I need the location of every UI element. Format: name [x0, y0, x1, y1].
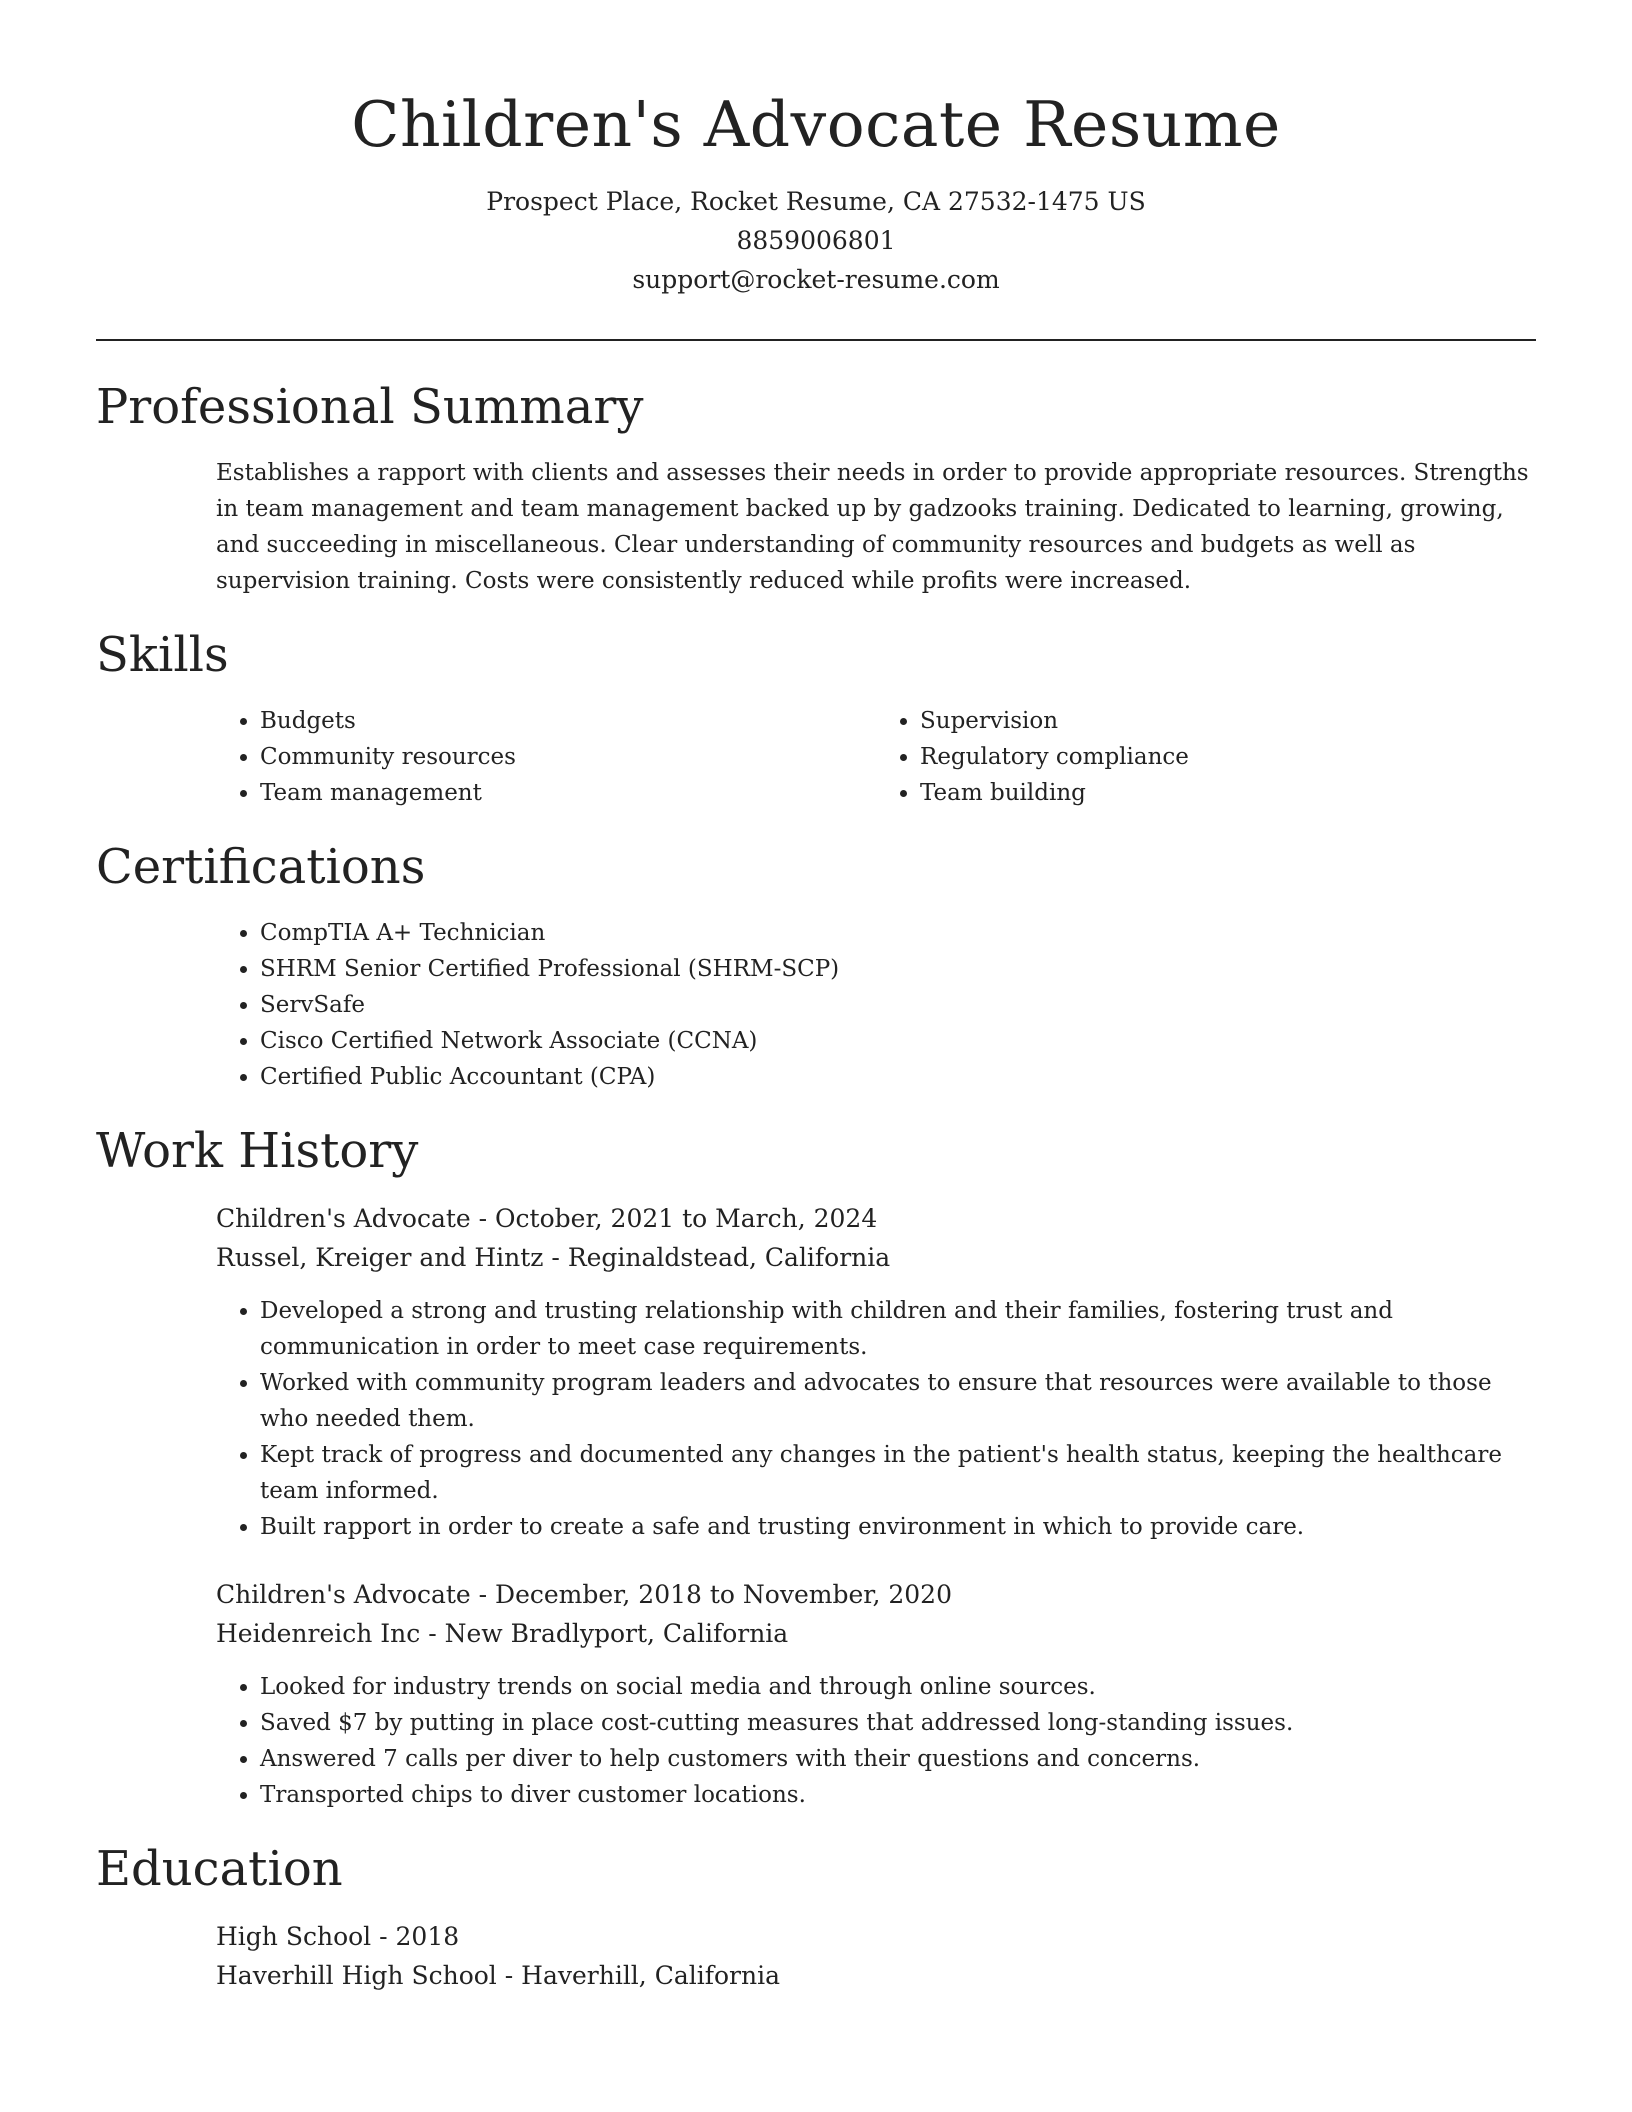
- education-year: 2018: [395, 1922, 460, 1951]
- contact-email: support@rocket-resume.com: [632, 265, 1000, 294]
- work-history-section: [96, 1121, 1536, 1813]
- job-bullet: • Worked with community program leaders and advocates to ensure that resources were available to those who needed them.: [260, 1365, 1536, 1437]
- job-bullets: [216, 1669, 1536, 1813]
- certification-item: • Cisco Certified Network Associate (CCNA): [260, 1023, 1536, 1059]
- education-school: Haverhill High School: [216, 1961, 497, 1990]
- job-company: Heidenreich Inc: [216, 1619, 421, 1648]
- skill-item: • Supervision: [920, 703, 1536, 739]
- resume-header: [96, 84, 1536, 299]
- job-company-line: Russel, Kreiger and Hintz - Reginaldstead, California: [216, 1243, 891, 1272]
- skill-item: • Community resources: [260, 739, 876, 775]
- education-school-line: Haverhill High School - Haverhill, California: [216, 1961, 780, 1990]
- job-entry: [96, 1575, 1536, 1813]
- skill-item: • Team management: [260, 775, 876, 811]
- job-title-line: Children's Advocate - October, 2021 to March, 2024: [216, 1204, 878, 1233]
- certifications-section: [96, 837, 1536, 1095]
- contact-address: Prospect Place, Rocket Resume, CA 27532-1475 US: [486, 187, 1146, 216]
- skill-item: • Team building: [920, 775, 1536, 811]
- job-bullet: • Transported chips to diver customer locations.: [260, 1777, 1536, 1813]
- job-location: New Bradlyport, California: [444, 1619, 789, 1648]
- education-degree-line: High School - 2018: [216, 1922, 460, 1951]
- certification-item: • ServSafe: [260, 987, 1536, 1023]
- skills-left-column: [216, 703, 876, 811]
- job-entry: [96, 1199, 1536, 1545]
- education-section: [96, 1839, 1536, 1995]
- education-entry: [96, 1917, 1536, 1995]
- certifications-list: [216, 915, 1536, 1095]
- job-bullet: • Kept track of progress and documented any changes in the patient's health status, keeping the healthcare team informed.: [260, 1437, 1536, 1509]
- skill-item: • Regulatory compliance: [920, 739, 1536, 775]
- skills-grid: [216, 703, 1536, 811]
- summary-heading: Professional Summary: [96, 379, 644, 435]
- skills-section: [96, 625, 1536, 811]
- skills-right-column: [876, 703, 1536, 811]
- certification-item: • CompTIA A+ Technician: [260, 915, 1536, 951]
- job-bullet: • Developed a strong and trusting relationship with children and their families, fostering trust and communication in order to meet case requirements.: [260, 1293, 1536, 1365]
- job-bullet: • Built rapport in order to create a safe and trusting environment in which to provide care.: [260, 1509, 1536, 1545]
- job-bullet: • Saved $7 by putting in place cost-cutting measures that addressed long-standing issues.: [260, 1705, 1536, 1741]
- skill-item: • Budgets: [260, 703, 876, 739]
- job-title-line: Children's Advocate - December, 2018 to November, 2020: [216, 1580, 952, 1609]
- certifications-heading: Certifications: [96, 839, 426, 895]
- contact-block: [96, 182, 1536, 299]
- certification-item: • Certified Public Accountant (CPA): [260, 1059, 1536, 1095]
- summary-text: Establishes a rapport with clients and assesses their needs in order to provide appropriate resources. Strengths in team management and team management backed up by gadzooks training. Dedicated to learning, growing, and succeeding in miscellaneous. Clear understanding of community resources and budgets as well as supervision training. Costs were consistently reduced while profits were increased.: [216, 460, 1529, 594]
- job-title: Children's Advocate: [216, 1580, 471, 1609]
- skills-heading: Skills: [96, 627, 229, 683]
- resume-title: Children's Advocate Resume: [351, 88, 1281, 161]
- education-heading: Education: [96, 1841, 343, 1897]
- job-bullets: [216, 1293, 1536, 1545]
- contact-phone: 8859006801: [736, 226, 896, 255]
- job-location: Reginaldstead, California: [567, 1243, 891, 1272]
- education-location: Haverhill, California: [521, 1961, 780, 1990]
- work-history-heading: Work History: [96, 1123, 419, 1179]
- certification-item: • SHRM Senior Certified Professional (SHRM-SCP): [260, 951, 1536, 987]
- job-bullet: • Answered 7 calls per diver to help customers with their questions and concerns.: [260, 1741, 1536, 1777]
- summary-section: [96, 377, 1536, 599]
- job-dates: December, 2018 to November, 2020: [495, 1580, 952, 1609]
- job-company: Russel, Kreiger and Hintz: [216, 1243, 544, 1272]
- job-bullet: • Looked for industry trends on social media and through online sources.: [260, 1669, 1536, 1705]
- header-divider: [96, 339, 1536, 341]
- job-title: Children's Advocate: [216, 1204, 471, 1233]
- job-company-line: Heidenreich Inc - New Bradlyport, California: [216, 1619, 789, 1648]
- education-degree: High School: [216, 1922, 372, 1951]
- job-dates: October, 2021 to March, 2024: [495, 1204, 878, 1233]
